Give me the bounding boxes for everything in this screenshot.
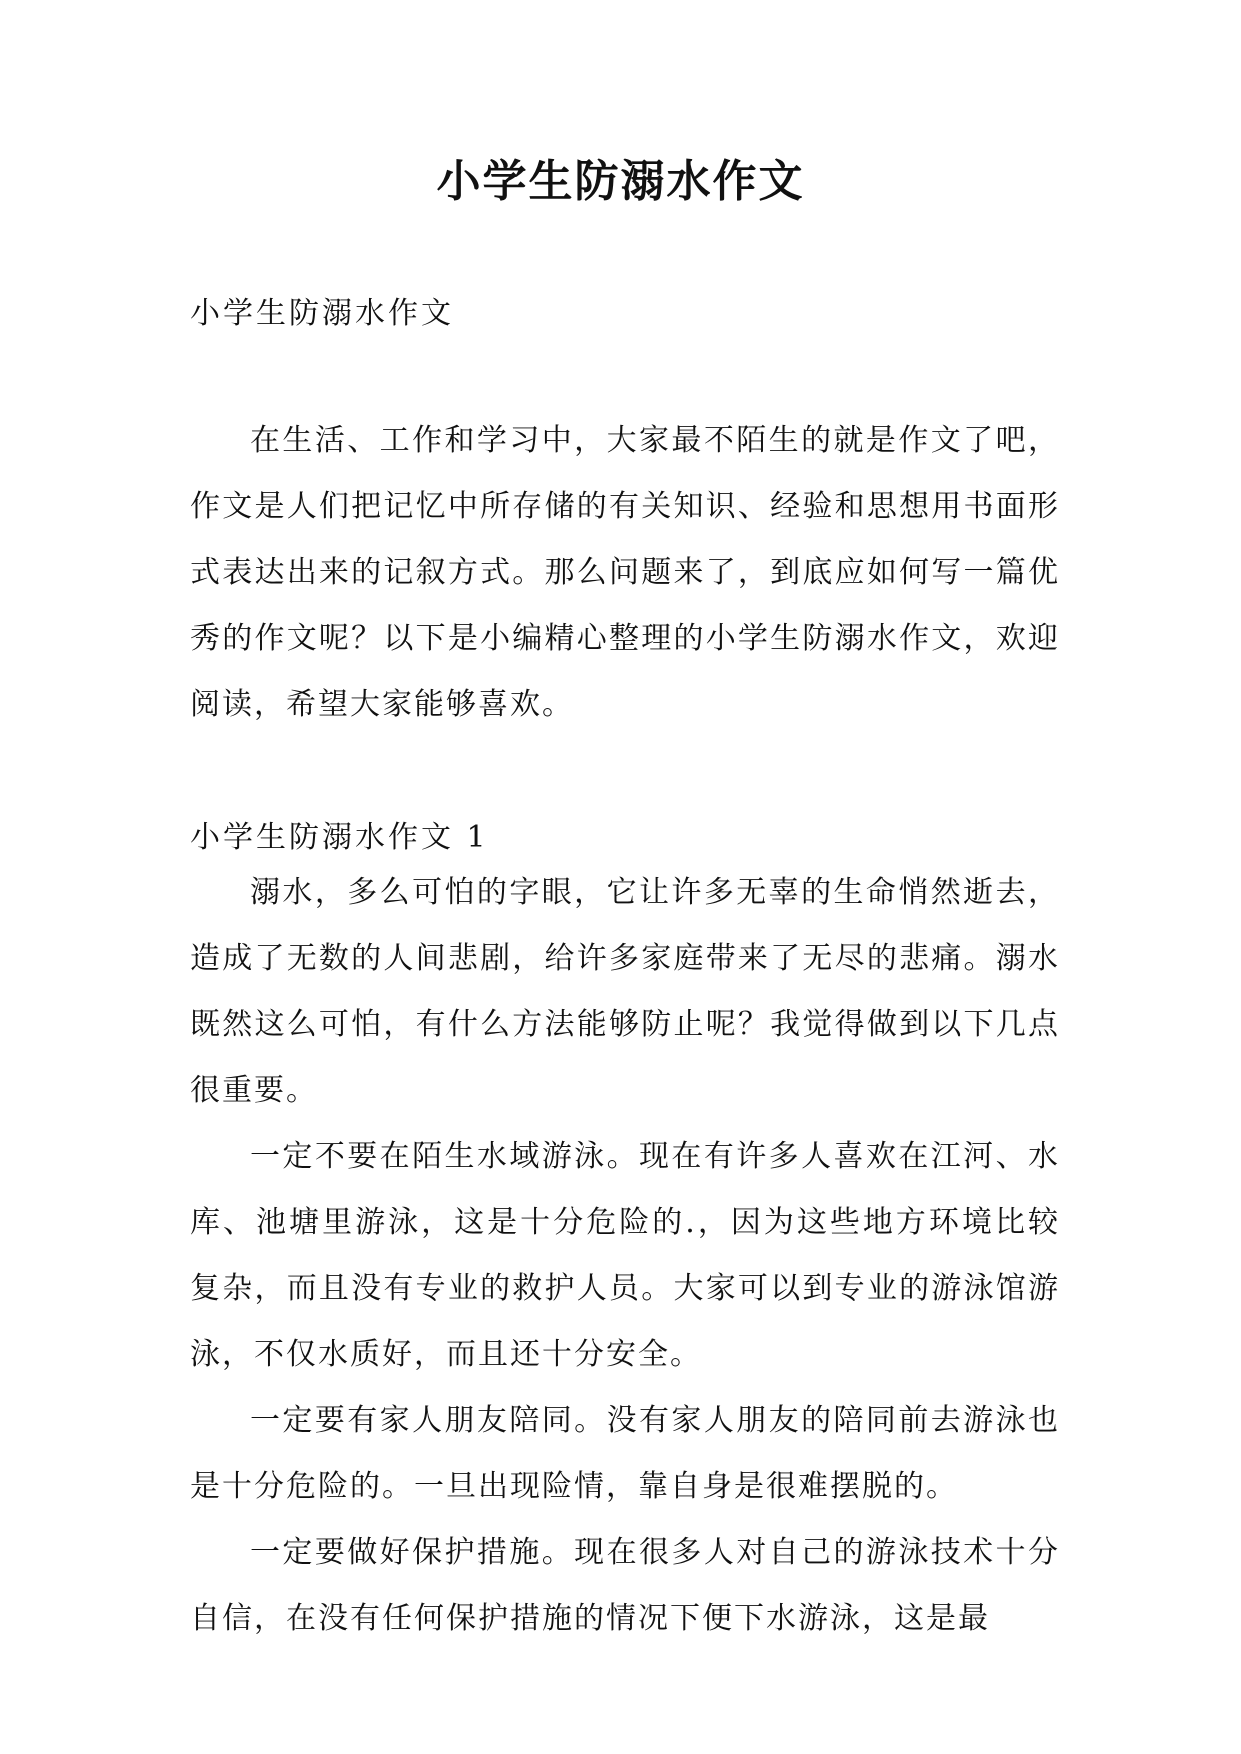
body-paragraph: 溺水，多么可怕的字眼，它让许多无辜的生命悄然逝去，造成了无数的人间悲剧，给许多家庭带来了无尽的悲痛。溺水既然这么可怕，有什么方法能够防止呢？我觉得做到以下几点很重要。 [190,875,1060,1108]
section-heading: 小学生防溺水作文 1 [190,820,489,855]
body-paragraph: 一定要有家人朋友陪同。没有家人朋友的陪同前去游泳也是十分危险的。一旦出现险情，靠自身是很难摆脱的。 [190,1403,1060,1504]
document-title: 小学生防溺水作文 [436,156,805,207]
body-paragraph: 一定不要在陌生水域游泳。现在有许多人喜欢在江河、水库、池塘里游泳，这是十分危险的.，因为这些地方环境比较复杂，而且没有专业的救护人员。大家可以到专业的游泳馆游泳，不仅水质好，而且还十分安全。 [190,1139,1060,1372]
intro-block [190,408,1060,738]
essay-body [190,860,1060,1652]
intro-paragraph: 在生活、工作和学习中，大家最不陌生的就是作文了吧，作文是人们把记忆中所存储的有关知识、经验和思想用书面形式表达出来的记叙方式。那么问题来了，到底应如何写一篇优秀的作文呢？以下是小编精心整理的小学生防溺水作文，欢迎阅读，希望大家能够喜欢。 [190,423,1060,722]
body-paragraph: 一定要做好保护措施。现在很多人对自己的游泳技术十分自信，在没有任何保护措施的情况下便下水游泳，这是最 [190,1535,1060,1636]
document-subtitle: 小学生防溺水作文 [190,296,454,331]
